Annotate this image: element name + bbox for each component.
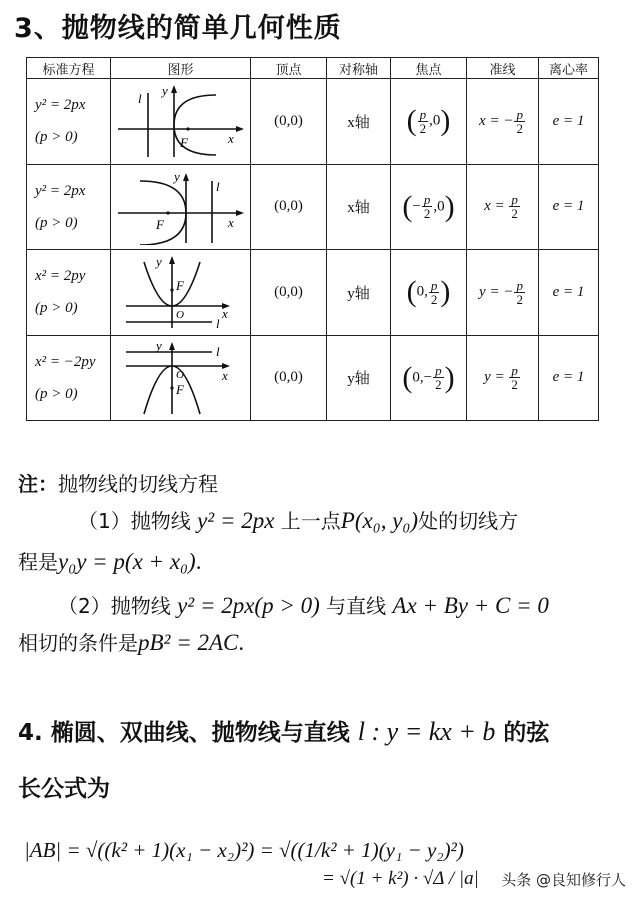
vertex-cell: (0,0) xyxy=(251,164,327,250)
vertex-cell: (0,0) xyxy=(251,79,327,165)
directrix-cell: x = − $\frac{p}{2}$ xyxy=(467,79,539,165)
note-label: 注： xyxy=(18,472,58,496)
eccentricity-cell: e = 1 xyxy=(539,79,599,165)
math-parabola-eq: y² = 2px xyxy=(197,508,275,533)
equation-cell xyxy=(27,250,111,336)
directrix-label: l xyxy=(215,316,220,331)
y-axis-label: y xyxy=(161,83,168,99)
condition: (p > 0) xyxy=(35,385,78,402)
axis-cell: y轴 xyxy=(327,335,391,421)
header-cell: 标准方程 xyxy=(27,58,111,79)
axis-cell: x轴 xyxy=(327,164,391,250)
formula-lhs: |AB| xyxy=(24,838,62,862)
section-4-title-line-2: 长公式为 xyxy=(18,776,110,802)
equation-cell xyxy=(27,164,111,250)
math-line-eq: Ax + By + C = 0 xyxy=(392,593,549,618)
header-cell: 焦点 xyxy=(391,58,467,79)
equation: y² = 2px xyxy=(35,97,86,114)
focus-cell: ( $\frac{p}{2}$ ,0) xyxy=(391,79,467,165)
axis-cell: y轴 xyxy=(327,250,391,336)
parabola-down-graph xyxy=(116,340,246,416)
vertex-cell: (0,0) xyxy=(251,250,327,336)
math-parabola-eq-2: y² = 2px(p > 0) xyxy=(177,593,320,618)
parabola-left-graph xyxy=(116,169,246,245)
equation: x² = −2py xyxy=(35,353,96,370)
formula-part-2: = √((1/k² + 1)(y₁ − y₂)²) xyxy=(259,838,464,862)
math-point: P(x₀, y₀) xyxy=(340,508,419,533)
focus-cell: (0, $\frac{p}{2}$ ) xyxy=(391,250,467,336)
math-tangent-line: y₀y = p(x + x₀) xyxy=(58,549,196,574)
graph-cell xyxy=(111,79,251,165)
table-row xyxy=(27,79,599,165)
table-header-row xyxy=(27,58,599,79)
header-cell: 准线 xyxy=(467,58,539,79)
directrix-label: l xyxy=(215,178,220,194)
focus-label: F xyxy=(155,216,164,232)
x-axis-label: x xyxy=(221,306,228,322)
graph-cell xyxy=(111,335,251,421)
chord-length-formula-tail xyxy=(322,868,479,890)
parabola-properties-table xyxy=(26,57,599,421)
formula-part-1: = √((k² + 1)(x₁ − x₂)²) xyxy=(66,838,255,862)
chord-length-formula xyxy=(24,838,464,863)
focus-cell: (0,− $\frac{p}{2}$ ) xyxy=(391,335,467,421)
formula-part-3: = √(1 + k²) · √Δ / |a| xyxy=(322,868,479,889)
condition: (p > 0) xyxy=(35,129,78,146)
note-heading xyxy=(18,468,218,497)
condition: (p > 0) xyxy=(35,214,78,231)
condition: (p > 0) xyxy=(35,300,78,317)
directrix-label: l xyxy=(137,91,142,107)
eccentricity-cell: e = 1 xyxy=(539,335,599,421)
focus-label: F xyxy=(175,381,184,397)
note-item-1-line-1: （1）抛物线 y² = 2px 上一点P(x₀, y₀)处的切线方 xyxy=(78,508,519,533)
x-axis-label: x xyxy=(227,214,234,230)
focus-label: F xyxy=(179,135,188,151)
directrix-cell: x = $\frac{p}{2}$ xyxy=(467,164,539,250)
header-cell: 离心率 xyxy=(539,58,599,79)
header-cell: 对称轴 xyxy=(327,58,391,79)
note-title: 抛物线的切线方程 xyxy=(58,472,218,496)
directrix-label: l xyxy=(215,343,220,359)
y-axis-label: y xyxy=(173,168,180,184)
note-item-2-line-2: 相切的条件是pB² = 2AC. xyxy=(18,630,245,655)
parabola-right-graph xyxy=(116,83,246,159)
equation-cell xyxy=(27,79,111,165)
origin-label: O xyxy=(175,309,184,322)
math-tangent-condition: pB² = 2AC xyxy=(138,630,239,655)
section-4-title-line-1: 4. 椭圆、双曲线、抛物线与直线 l : y = kx + b 的弦 xyxy=(18,717,550,746)
vertex-cell: (0,0) xyxy=(251,335,327,421)
note-item-2-line-1: （2）抛物线 y² = 2px(p > 0) 与直线 Ax + By + C = 0 xyxy=(58,593,549,618)
section-3-title: 3、抛物线的简单几何性质 xyxy=(14,13,342,44)
header-cell: 顶点 xyxy=(251,58,327,79)
x-axis-label: x xyxy=(221,367,228,383)
directrix-cell: y = − $\frac{p}{2}$ xyxy=(467,250,539,336)
equation: x² = 2py xyxy=(35,268,86,285)
parabola-up-graph xyxy=(116,254,246,330)
graph-cell xyxy=(111,250,251,336)
note-item-1-line-2: 程是y₀y = p(x + x₀). xyxy=(18,549,202,574)
axis-cell: x轴 xyxy=(327,79,391,165)
focus-cell: (− $\frac{p}{2}$ ,0) xyxy=(391,164,467,250)
table-row xyxy=(27,250,599,336)
equation: y² = 2px xyxy=(35,182,86,199)
graph-cell xyxy=(111,164,251,250)
header-cell: 图形 xyxy=(111,58,251,79)
origin-label: O xyxy=(175,368,184,381)
directrix-cell: y = $\frac{p}{2}$ xyxy=(467,335,539,421)
table-row xyxy=(27,335,599,421)
table-row xyxy=(27,164,599,250)
x-axis-label: x xyxy=(227,131,234,147)
y-axis-label: y xyxy=(155,254,162,270)
math-line-l: l : y = kx + b xyxy=(357,717,496,746)
watermark: 头条 @良知修行人 xyxy=(501,871,626,889)
y-axis-label: y xyxy=(155,339,162,353)
eccentricity-cell: e = 1 xyxy=(539,164,599,250)
focus-label: F xyxy=(175,278,184,294)
eccentricity-cell: e = 1 xyxy=(539,250,599,336)
equation-cell xyxy=(27,335,111,421)
